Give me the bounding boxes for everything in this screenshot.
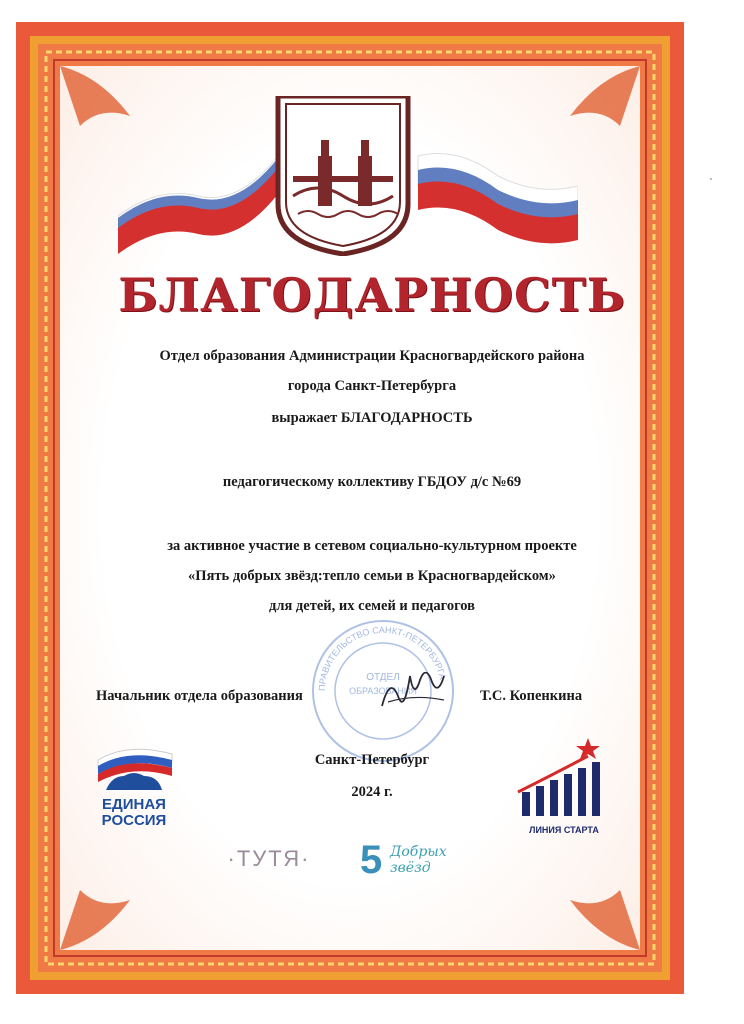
signature — [378, 672, 448, 716]
tutia-logo: ·ТУТЯ· — [227, 846, 311, 871]
five-stars-line1: Добрых — [390, 844, 447, 860]
start-line-text: ЛИНИЯ СТАРТА — [529, 825, 599, 835]
reason-line-3: для детей, их семей и педагогов — [268, 598, 476, 614]
bars-star-icon — [512, 736, 616, 820]
signer-name: Т.С. Копенкина — [480, 688, 583, 704]
year-line: 2024 г. — [351, 784, 393, 800]
stamp-center-1: ОТДЕЛ — [366, 672, 400, 683]
bear-flag-icon — [92, 740, 176, 792]
expresses-line: выражает БЛАГОДАРНОСТЬ — [271, 410, 473, 426]
united-russia-line2: РОССИЯ — [101, 812, 167, 829]
united-russia-logo — [92, 740, 176, 829]
start-line-logo — [512, 736, 616, 835]
five-stars-number: 5 — [360, 838, 383, 882]
issuer-line-2: города Санкт-Петербурга — [287, 378, 457, 394]
scan-speck — [710, 178, 712, 180]
five-stars-logo — [360, 838, 470, 886]
city-line: Санкт-Петербург — [314, 752, 430, 768]
five-stars-line2: звёзд — [390, 860, 431, 876]
issuer-line-1: Отдел образования Администрации Красногвардейского района — [159, 348, 585, 364]
united-russia-line1: ЕДИНАЯ — [102, 796, 166, 813]
reason-line-2: «Пять добрых звёзд:тепло семьи в Красногвардейском» — [188, 568, 556, 584]
signer-title: Начальник отдела образования — [96, 688, 303, 704]
stamp-center-2: ОБРАЗОВАНИЯ — [349, 686, 417, 696]
recipient-line: педагогическому коллективу ГБДОУ д/с №69 — [222, 474, 522, 490]
emblem-with-flags — [118, 96, 578, 256]
stamp-ring-text: ПРАВИТЕЛЬСТВО САНКТ-ПЕТЕРБУРГА — [316, 624, 448, 692]
reason-line-1: за активное участие в сетевом социально-культурном проекте — [167, 538, 577, 554]
certificate-title: БЛАГОДАРНОСТЬ — [118, 268, 626, 322]
five-stars-text — [390, 844, 447, 876]
